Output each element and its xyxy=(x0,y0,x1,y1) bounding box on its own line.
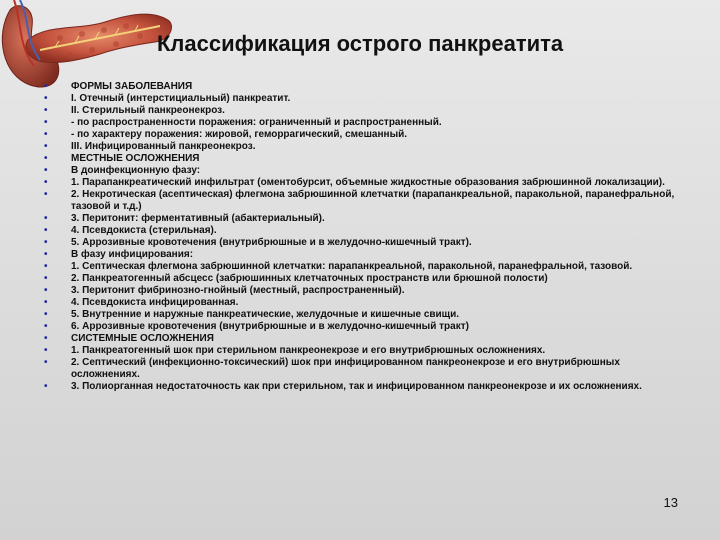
list-item: • 6. Аррозивные кровотечения (внутрибрюшные и в желудочно-кишечный тракт) xyxy=(40,321,680,333)
classification-list xyxy=(40,81,680,393)
list-item: • СИСТЕМНЫЕ ОСЛОЖНЕНИЯ xyxy=(40,333,680,345)
list-item: • 2. Некротическая (асептическая) флегмона забрюшинной клетчатки (парапанкреальной, паракольной, паранефральной, тазовой и т.д.) xyxy=(40,189,680,213)
list-item: • 3. Полиорганная недостаточность как при стерильном, так и инфицированном панкреонекрозе и их осложнениях. xyxy=(40,381,680,393)
list-item: • 1. Панкреатогенный шок при стерильном панкреонекрозе и его внутрибрюшных осложнениях. xyxy=(40,345,680,357)
list-item: • 4. Псевдокиста инфицированная. xyxy=(40,297,680,309)
list-item: • ФОРМЫ ЗАБОЛЕВАНИЯ xyxy=(40,81,680,93)
page-number: 13 xyxy=(663,495,678,510)
list-item: • 2. Панкреатогенный абсцесс (забрюшинных клетчаточных пространств или брюшной полости) xyxy=(40,273,680,285)
list-item: • - по характеру поражения: жировой, геморрагический, смешанный. xyxy=(40,129,680,141)
list-item: • III. Инфицированный панкреонекроз. xyxy=(40,141,680,153)
list-item: • В доинфекционную фазу: xyxy=(40,165,680,177)
list-item: • - по распространенности поражения: ограниченный и распространенный. xyxy=(40,117,680,129)
list-item: • I. Отечный (интерстициальный) панкреатит. xyxy=(40,93,680,105)
pancreas-illustration xyxy=(0,0,175,90)
list-item: • 4. Псевдокиста (стерильная). xyxy=(40,225,680,237)
list-item: • 2. Септический (инфекционно-токсический) шок при инфицированном панкреонекрозе и его внутрибрюшных осложнениях. xyxy=(40,357,680,381)
list-item: • 3. Перитонит фибринозно-гнойный (местный, распространенный). xyxy=(40,285,680,297)
list-item: • 3. Перитонит: ферментативный (абактериальный). xyxy=(40,213,680,225)
slide-title: Классификация острого панкреатита xyxy=(157,31,564,56)
list-item: • II. Стерильный панкреонекроз. xyxy=(40,105,680,117)
list-item: • 5. Внутренние и наружные панкреатические, желудочные и кишечные свищи. xyxy=(40,309,680,321)
list-item: • 1. Парапанкреатический инфильтрат (оментобурсит, объемные жидкостные образования забрюшинной локализации). xyxy=(40,177,680,189)
list-item: • МЕСТНЫЕ ОСЛОЖНЕНИЯ xyxy=(40,153,680,165)
list-item: • В фазу инфицирования: xyxy=(40,249,680,261)
list-item: • 5. Аррозивные кровотечения (внутрибрюшные и в желудочно-кишечный тракт). xyxy=(40,237,680,249)
list-item: • 1. Септическая флегмона забрюшинной клетчатки: парапанкреальной, паракольной, паранефральной, тазовой. xyxy=(40,261,680,273)
